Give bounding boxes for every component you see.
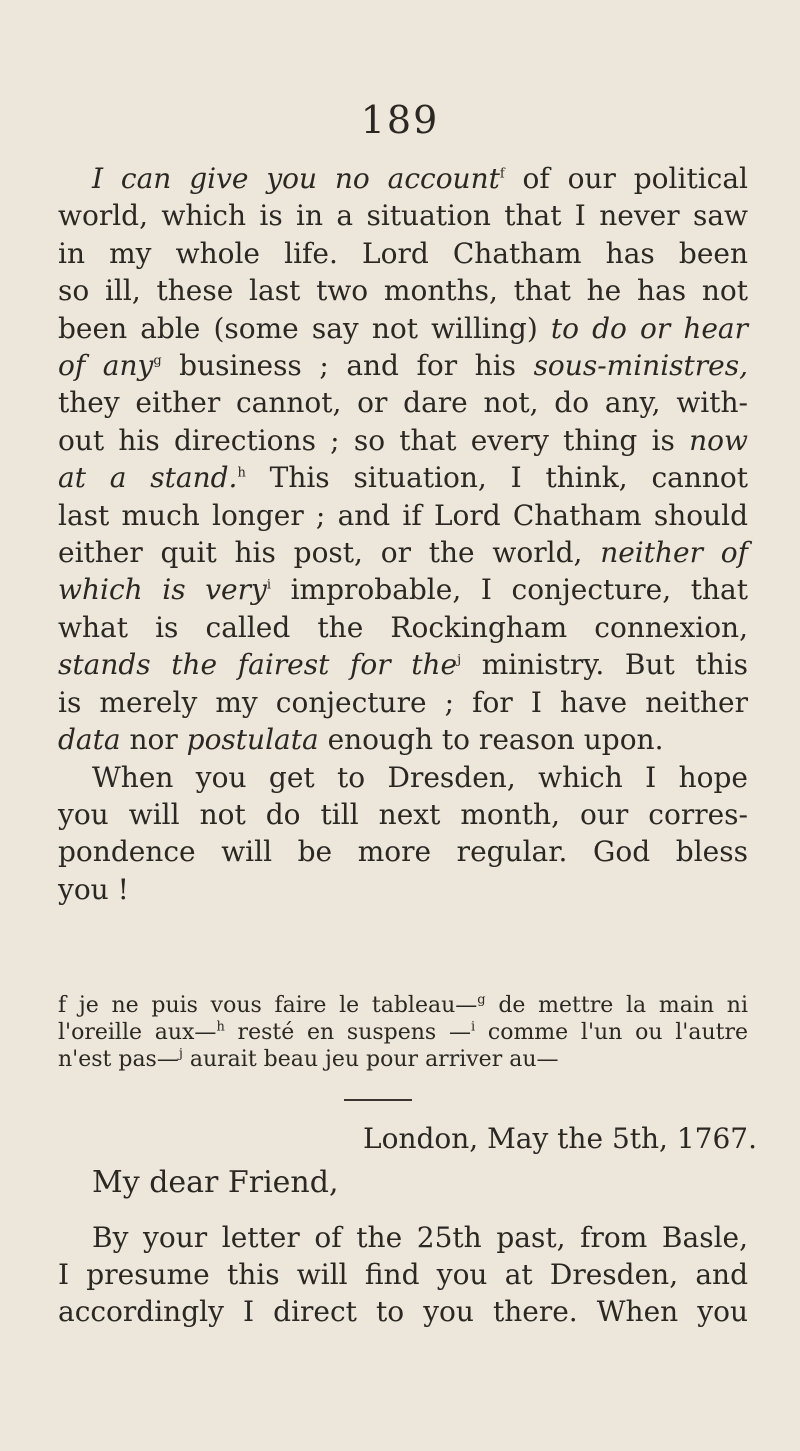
dateline: London, May the 5th, 1767.: [363, 1122, 757, 1155]
footnote-mark: j: [457, 652, 462, 668]
text-span: When you get to Dresden, which I hope: [92, 760, 748, 794]
text-line: [58, 347, 748, 384]
text-span: This situation, I think, cannot: [245, 461, 748, 495]
italic-span: which is very: [58, 573, 267, 607]
text-line: [58, 422, 748, 459]
text-span: you !: [58, 872, 129, 906]
text-span: been able (some say not willing): [58, 311, 551, 345]
italic-span: stands the fairest for the: [58, 648, 458, 682]
text-span: nor: [120, 723, 187, 757]
text-line: [58, 871, 748, 908]
footnote-line: [58, 992, 748, 1019]
footnote-line: [58, 1019, 748, 1046]
text-line: [58, 160, 748, 197]
text-line: [58, 571, 748, 608]
text-span: enough to reason upon.: [318, 723, 664, 757]
text-line: [58, 272, 748, 309]
text-line: [58, 721, 748, 758]
text-span: world, which is in a situation that I never saw: [58, 199, 748, 233]
text-line: [58, 684, 748, 721]
text-span: n'est pas—: [58, 1047, 179, 1072]
text-line: accordingly I direct to you there. When you: [58, 1295, 748, 1328]
text-span: is merely my conjecture ; for I have neither: [58, 685, 748, 719]
next-letter-text: [58, 1219, 748, 1330]
text-line: [58, 796, 748, 833]
italic-span: data: [58, 723, 121, 757]
text-line: [58, 646, 748, 683]
text-line: [58, 534, 748, 571]
italic-span: to do or hear: [550, 311, 749, 345]
section-divider: [344, 1099, 412, 1101]
text-span: de mettre la main ni: [485, 993, 748, 1018]
text-line: [58, 384, 748, 421]
footnote-mark: h: [237, 465, 246, 481]
text-span: business ; and for his: [161, 349, 534, 383]
footnote-line: [58, 1046, 748, 1073]
footnote-mark: j: [178, 1046, 183, 1062]
italic-span: of any: [58, 349, 154, 383]
italic-span: sous-ministres,: [533, 349, 748, 383]
text-span: resté en suspens —: [224, 1020, 471, 1045]
text-span: last much longer ; and if Lord Chatham should: [58, 498, 748, 532]
text-line: [58, 459, 748, 496]
salutation: My dear Friend,: [92, 1165, 339, 1200]
text-span: aurait beau jeu pour arriver au—: [182, 1047, 559, 1072]
text-line: [58, 497, 748, 534]
letter-body-text: [58, 160, 748, 908]
footnote-mark: i: [470, 1019, 476, 1035]
footnotes: [58, 992, 748, 1073]
text-span: either quit his post, or the world,: [58, 536, 601, 570]
italic-span: I can give you no account: [92, 162, 500, 195]
text-line: [58, 235, 748, 272]
text-span: je ne puis vous faire le tableau—: [66, 993, 478, 1018]
italic-span: at a stand.: [58, 461, 238, 495]
footnote-mark: g: [477, 992, 486, 1008]
text-line: [58, 759, 748, 796]
italic-span: postulata: [186, 723, 319, 757]
footnote-mark: i: [266, 578, 271, 594]
text-span: in my whole life. Lord Chatham has been: [58, 236, 748, 270]
text-span: what is called the Rockingham connexion,: [58, 610, 748, 644]
footnote-mark: g: [153, 353, 162, 369]
text-span: out his directions ; so that every thing is: [58, 423, 690, 457]
footnote-mark: f: [499, 166, 505, 182]
footnote-mark: f: [58, 993, 67, 1018]
text-span: l'oreille aux—: [58, 1020, 217, 1045]
text-line: [58, 197, 748, 234]
text-span: so ill, these last two months, that he has not: [58, 274, 748, 308]
text-line: I presume this will find you at Dresden, and: [58, 1258, 748, 1291]
text-line: [58, 833, 748, 870]
text-line: By your letter of the 25th past, from Basle,: [92, 1221, 748, 1254]
italic-span: now: [689, 423, 748, 457]
text-span: ministry. But this: [461, 648, 748, 682]
text-line: [58, 310, 748, 347]
text-span: you will not do till next month, our corres-: [58, 797, 748, 831]
text-span: they either cannot, or dare not, do any, with-: [58, 386, 748, 420]
page-number: 189: [360, 98, 440, 142]
text-span: of our political: [504, 162, 748, 195]
text-span: improbable, I conjecture, that: [270, 573, 748, 607]
text-span: pondence will be more regular. God bless: [58, 835, 748, 869]
text-line: [58, 609, 748, 646]
text-span: comme l'un ou l'autre: [475, 1020, 748, 1045]
footnote-mark: h: [216, 1019, 225, 1035]
italic-span: neither of: [600, 536, 748, 570]
